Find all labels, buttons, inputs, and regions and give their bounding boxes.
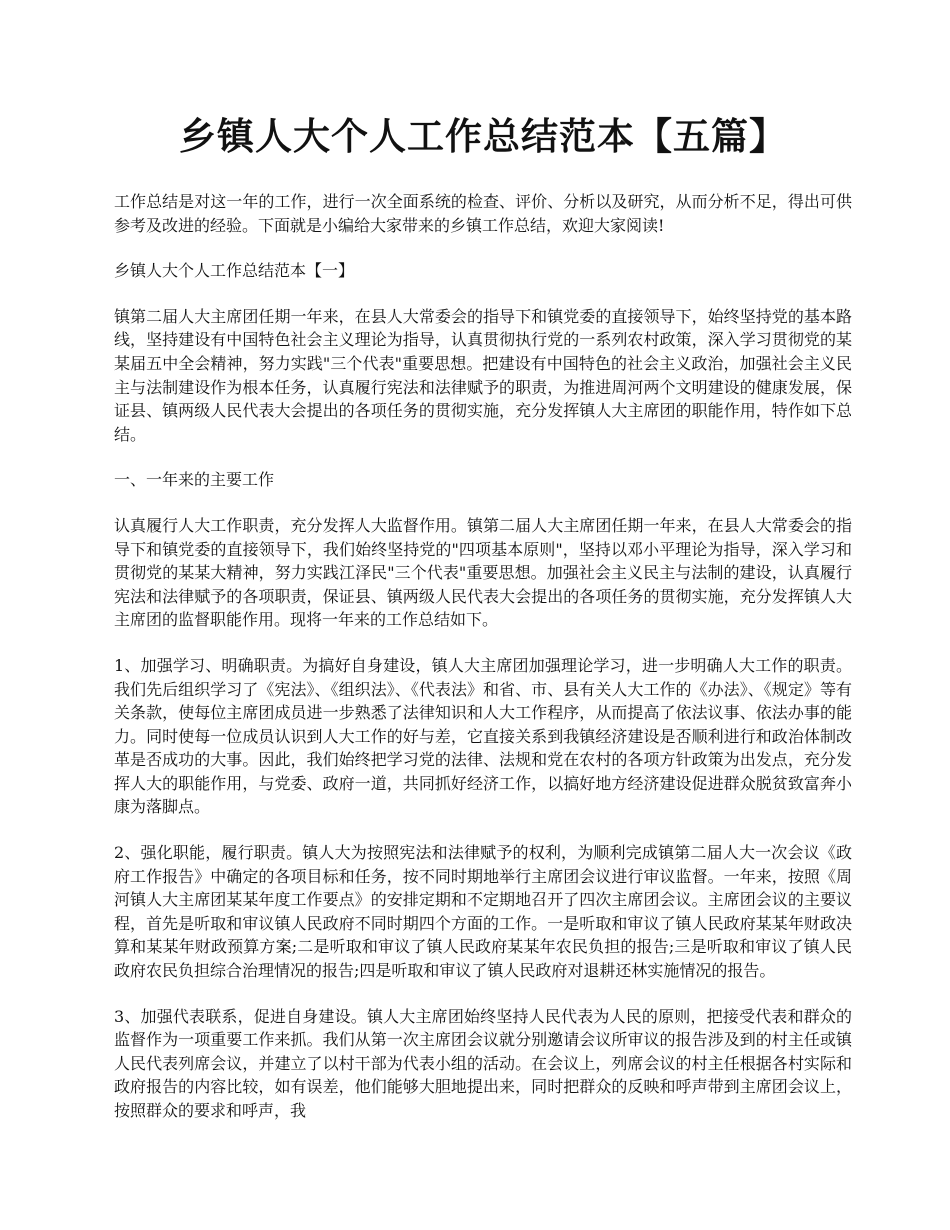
body-paragraph-item-2: 2、强化职能，履行职责。镇人大为按照宪法和法律赋予的权利，为顺利完成镇第二届人大一次会议《政府工作报告》中确定的各项目标和任务，按不同时期地举行主席团会议进行审议监督。一年来，按照《周河镇人大主席团某某年度工作要点》的安排定期和不定期地召开了四次主席团会议。主席团会议的主要议程，首先是听取和审议镇人民政府不同时期四个方面的工作。一是听取和审议了镇人民政府某某年财政决算和某某年财政预算方案;二是听取和审议了镇人民政府某某年农民负担的报告;三是听取和审议了镇人民政府农民负担综合治理情况的报告;四是听取和审议了镇人民政府对退耕还林实施情况的报告。 (114, 843, 852, 981)
intro-paragraph: 工作总结是对这一年的工作，进行一次全面系统的检查、评价、分析以及研究，从而分析不足，得出可供参考及改进的经验。下面就是小编给大家带来的乡镇工作总结，欢迎大家阅读! (114, 192, 852, 235)
body-paragraph-item-3: 3、加强代表联系，促进自身建设。镇人大主席团始终坚持人民代表为人民的原则，把接受代表和群众的监督作为一项重要工作来抓。我们从第一次主席团会议就分别邀请会议所审议的报告涉及到的村主任或镇人民代表列席会议，并建立了以村干部为代表小组的活动。在会议上，列席会议的村主任根据各村实际和政府报告的内容比较，如有误差，他们能够大胆地提出来，同时把群众的反映和呼声带到主席团会议上，按照群众的要求和呼声，我 (114, 1006, 852, 1120)
body-paragraph: 镇第二届人大主席团任期一年来，在县人大常委会的指导下和镇党委的直接领导下，始终坚持党的基本路线，坚持建设有中国特色社会主义理论为指导，认真贯彻执行党的一系列农村政策，深入学习贯彻党的某某届五中全会精神，努力实践"三个代表"重要思想。把建设有中国特色的社会主义政治，加强社会主义民主与法制建设作为根本任务，认真履行宪法和法律赋予的职责，为推进周河两个文明建设的健康发展，保证县、镇两级人民代表大会提出的各项任务的贯彻实施，充分发挥镇人大主席团的职能作用，特作如下总结。 (114, 306, 852, 444)
body-paragraph-item-1: 1、加强学习、明确职责。为搞好自身建设，镇人大主席团加强理论学习，进一步明确人大工作的职责。我们先后组织学习了《宪法》、《组织法》、《代表法》和省、市、县有关人大工作的《办法》、《规定》等有关条款，使每位主席团成员进一步熟悉了法律知识和人大工作程序，从而提高了依法议事、依法办事的能力。同时使每一位成员认识到人大工作的好与差，它直接关系到我镇经济建设是否顺利进行和政治体制改革是否成功的大事。因此，我们始终把学习党的法律、法规和党在农村的各项方针政策为出发点，充分发挥人大的职能作用，与党委、政府一道，共同抓好经济工作，以搞好地方经济建设促进群众脱贫致富奔小康为落脚点。 (114, 655, 852, 817)
document-title: 乡镇人大个人工作总结范本【五篇】 (179, 114, 787, 158)
section-heading-one: 乡镇人大个人工作总结范本【一】 (114, 261, 355, 281)
subsection-heading: 一、一年来的主要工作 (114, 470, 275, 490)
body-paragraph: 认真履行人大工作职责，充分发挥人大监督作用。镇第二届人大主席团任期一年来，在县人大常委会的指导下和镇党委的直接领导下，我们始终坚持党的"四项基本原则"，坚持以邓小平理论为指导，深入学习和贯彻党的某某大精神，努力实践江泽民"三个代表"重要思想。加强社会主义民主与法制的建设，认真履行宪法和法律赋予的各项职责，保证县、镇两级人民代表大会提出的各项任务的贯彻实施，充分发挥镇人大主席团的监督职能作用。现将一年来的工作总结如下。 (114, 515, 852, 630)
